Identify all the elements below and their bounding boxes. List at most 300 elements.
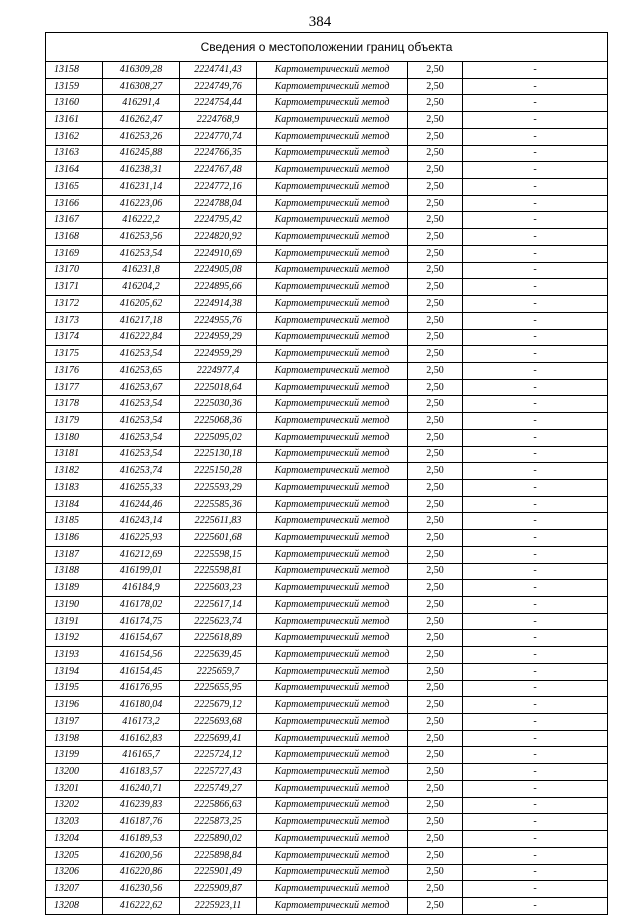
coordinate-x-cell: 416253,65 (103, 362, 180, 379)
coordinate-x-cell: 416253,56 (103, 229, 180, 246)
coordinate-y-cell: 2225598,81 (180, 563, 257, 580)
description-cell: - (463, 329, 608, 346)
point-number-cell: 13184 (46, 496, 103, 513)
coordinate-x-cell: 416154,45 (103, 663, 180, 680)
method-cell: Картометрический метод (257, 413, 408, 430)
description-cell: - (463, 346, 608, 363)
table-row (46, 613, 607, 630)
method-cell: Картометрический метод (257, 95, 408, 112)
method-cell: Картометрический метод (257, 747, 408, 764)
precision-cell: 2,50 (408, 546, 463, 563)
precision-cell: 2,50 (408, 479, 463, 496)
coordinate-y-cell: 2224772,16 (180, 179, 257, 196)
method-cell: Картометрический метод (257, 881, 408, 898)
method-cell: Картометрический метод (257, 697, 408, 714)
description-cell: - (463, 128, 608, 145)
table-row (46, 429, 607, 446)
method-cell: Картометрический метод (257, 362, 408, 379)
table-row (46, 647, 607, 664)
precision-cell: 2,50 (408, 262, 463, 279)
table-body (46, 62, 607, 914)
coordinate-x-cell: 416245,88 (103, 145, 180, 162)
coordinate-y-cell: 2224895,66 (180, 279, 257, 296)
description-cell: - (463, 881, 608, 898)
coordinate-y-cell: 2225617,14 (180, 597, 257, 614)
precision-cell: 2,50 (408, 329, 463, 346)
point-number-cell: 13168 (46, 229, 103, 246)
coordinate-x-cell: 416180,04 (103, 697, 180, 714)
point-number-cell: 13204 (46, 831, 103, 848)
method-cell: Картометрический метод (257, 346, 408, 363)
description-cell: - (463, 446, 608, 463)
table-row (46, 563, 607, 580)
method-cell: Картометрический метод (257, 597, 408, 614)
coordinate-y-cell: 2225150,28 (180, 463, 257, 480)
point-number-cell: 13205 (46, 847, 103, 864)
description-cell: - (463, 714, 608, 731)
point-number-cell: 13162 (46, 128, 103, 145)
coordinate-y-cell: 2225909,87 (180, 881, 257, 898)
method-cell: Картометрический метод (257, 831, 408, 848)
point-number-cell: 13193 (46, 647, 103, 664)
coordinate-x-cell: 416220,86 (103, 864, 180, 881)
coordinate-x-cell: 416243,14 (103, 513, 180, 530)
coordinate-y-cell: 2225585,36 (180, 496, 257, 513)
method-cell: Картометрический метод (257, 714, 408, 731)
coordinate-x-cell: 416244,46 (103, 496, 180, 513)
description-cell: - (463, 279, 608, 296)
coordinate-y-cell: 2224768,9 (180, 112, 257, 129)
point-number-cell: 13200 (46, 764, 103, 781)
precision-cell: 2,50 (408, 530, 463, 547)
table-row (46, 714, 607, 731)
method-cell: Картометрический метод (257, 128, 408, 145)
table-row (46, 530, 607, 547)
point-number-cell: 13202 (46, 797, 103, 814)
description-cell: - (463, 429, 608, 446)
table-row (46, 630, 607, 647)
coordinate-y-cell: 2225655,95 (180, 680, 257, 697)
precision-cell: 2,50 (408, 296, 463, 313)
method-cell: Картометрический метод (257, 546, 408, 563)
point-number-cell: 13167 (46, 212, 103, 229)
description-cell: - (463, 764, 608, 781)
precision-cell: 2,50 (408, 847, 463, 864)
method-cell: Картометрический метод (257, 312, 408, 329)
coordinate-y-cell: 2225873,25 (180, 814, 257, 831)
table-row (46, 279, 607, 296)
table-row (46, 831, 607, 848)
description-cell: - (463, 479, 608, 496)
description-cell: - (463, 62, 608, 78)
method-cell: Картометрический метод (257, 162, 408, 179)
table-row (46, 680, 607, 697)
precision-cell: 2,50 (408, 145, 463, 162)
point-number-cell: 13173 (46, 312, 103, 329)
description-cell: - (463, 112, 608, 129)
table-row (46, 362, 607, 379)
coordinate-y-cell: 2225601,68 (180, 530, 257, 547)
coordinate-x-cell: 416154,56 (103, 647, 180, 664)
precision-cell: 2,50 (408, 179, 463, 196)
description-cell: - (463, 262, 608, 279)
boundary-points-table (46, 62, 607, 914)
description-cell: - (463, 663, 608, 680)
table-row (46, 764, 607, 781)
table-row (46, 179, 607, 196)
table-row (46, 546, 607, 563)
precision-cell: 2,50 (408, 496, 463, 513)
precision-cell: 2,50 (408, 62, 463, 78)
coordinate-x-cell: 416253,54 (103, 413, 180, 430)
method-cell: Картометрический метод (257, 780, 408, 797)
coordinate-y-cell: 2224754,44 (180, 95, 257, 112)
precision-cell: 2,50 (408, 680, 463, 697)
point-number-cell: 13195 (46, 680, 103, 697)
point-number-cell: 13199 (46, 747, 103, 764)
description-cell: - (463, 647, 608, 664)
point-number-cell: 13182 (46, 463, 103, 480)
description-cell: - (463, 546, 608, 563)
method-cell: Картометрический метод (257, 279, 408, 296)
coordinate-y-cell: 2224770,74 (180, 128, 257, 145)
coordinate-x-cell: 416200,56 (103, 847, 180, 864)
method-cell: Картометрический метод (257, 496, 408, 513)
table-row (46, 262, 607, 279)
point-number-cell: 13165 (46, 179, 103, 196)
coordinate-y-cell: 2224767,48 (180, 162, 257, 179)
point-number-cell: 13158 (46, 62, 103, 78)
point-number-cell: 13160 (46, 95, 103, 112)
method-cell: Картометрический метод (257, 847, 408, 864)
coordinate-y-cell: 2225623,74 (180, 613, 257, 630)
coordinate-x-cell: 416255,33 (103, 479, 180, 496)
method-cell: Картометрический метод (257, 296, 408, 313)
method-cell: Картометрический метод (257, 897, 408, 913)
table-row (46, 162, 607, 179)
description-cell: - (463, 630, 608, 647)
description-cell: - (463, 680, 608, 697)
precision-cell: 2,50 (408, 463, 463, 480)
coordinate-x-cell: 416253,74 (103, 463, 180, 480)
point-number-cell: 13172 (46, 296, 103, 313)
coordinate-y-cell: 2225901,49 (180, 864, 257, 881)
precision-cell: 2,50 (408, 630, 463, 647)
coordinate-x-cell: 416173,2 (103, 714, 180, 731)
method-cell: Картометрический метод (257, 613, 408, 630)
precision-cell: 2,50 (408, 95, 463, 112)
table-row (46, 145, 607, 162)
point-number-cell: 13198 (46, 730, 103, 747)
table-row (46, 413, 607, 430)
description-cell: - (463, 145, 608, 162)
table-caption: Сведения о местоположении границ объекта (46, 33, 607, 62)
coordinate-x-cell: 416253,26 (103, 128, 180, 145)
precision-cell: 2,50 (408, 797, 463, 814)
description-cell: - (463, 78, 608, 95)
description-cell: - (463, 463, 608, 480)
point-number-cell: 13163 (46, 145, 103, 162)
table-row (46, 513, 607, 530)
precision-cell: 2,50 (408, 831, 463, 848)
point-number-cell: 13159 (46, 78, 103, 95)
precision-cell: 2,50 (408, 897, 463, 913)
precision-cell: 2,50 (408, 764, 463, 781)
point-number-cell: 13174 (46, 329, 103, 346)
coordinate-x-cell: 416154,67 (103, 630, 180, 647)
description-cell: - (463, 312, 608, 329)
description-cell: - (463, 831, 608, 848)
table-row (46, 195, 607, 212)
precision-cell: 2,50 (408, 780, 463, 797)
description-cell: - (463, 814, 608, 831)
point-number-cell: 13187 (46, 546, 103, 563)
precision-cell: 2,50 (408, 647, 463, 664)
description-cell: - (463, 396, 608, 413)
coordinate-x-cell: 416231,14 (103, 179, 180, 196)
method-cell: Картометрический метод (257, 429, 408, 446)
coordinate-y-cell: 2225898,84 (180, 847, 257, 864)
coordinate-x-cell: 416262,47 (103, 112, 180, 129)
method-cell: Картометрический метод (257, 530, 408, 547)
point-number-cell: 13201 (46, 780, 103, 797)
precision-cell: 2,50 (408, 396, 463, 413)
coordinate-x-cell: 416222,62 (103, 897, 180, 913)
description-cell: - (463, 379, 608, 396)
point-number-cell: 13188 (46, 563, 103, 580)
precision-cell: 2,50 (408, 279, 463, 296)
precision-cell: 2,50 (408, 563, 463, 580)
coordinate-y-cell: 2224795,42 (180, 212, 257, 229)
precision-cell: 2,50 (408, 245, 463, 262)
precision-cell: 2,50 (408, 730, 463, 747)
coordinate-x-cell: 416222,84 (103, 329, 180, 346)
coordinate-x-cell: 416253,67 (103, 379, 180, 396)
coordinate-y-cell: 2225923,11 (180, 897, 257, 913)
precision-cell: 2,50 (408, 881, 463, 898)
coordinate-y-cell: 2225603,23 (180, 580, 257, 597)
coordinate-y-cell: 2225727,43 (180, 764, 257, 781)
precision-cell: 2,50 (408, 814, 463, 831)
table-row (46, 597, 607, 614)
table-row (46, 881, 607, 898)
table-row (46, 747, 607, 764)
table-row (46, 479, 607, 496)
coordinate-x-cell: 416199,01 (103, 563, 180, 580)
description-cell: - (463, 897, 608, 913)
coordinate-x-cell: 416178,02 (103, 597, 180, 614)
method-cell: Картометрический метод (257, 730, 408, 747)
description-cell: - (463, 530, 608, 547)
description-cell: - (463, 162, 608, 179)
method-cell: Картометрический метод (257, 379, 408, 396)
coordinate-x-cell: 416291,4 (103, 95, 180, 112)
table-row (46, 663, 607, 680)
table-row (46, 329, 607, 346)
coordinate-x-cell: 416253,54 (103, 396, 180, 413)
boundary-table-sheet (45, 32, 608, 915)
table-row (46, 379, 607, 396)
coordinate-x-cell: 416205,62 (103, 296, 180, 313)
description-cell: - (463, 179, 608, 196)
table-row (46, 346, 607, 363)
precision-cell: 2,50 (408, 747, 463, 764)
table-row (46, 897, 607, 913)
coordinate-y-cell: 2225130,18 (180, 446, 257, 463)
point-number-cell: 13177 (46, 379, 103, 396)
coordinate-y-cell: 2225018,64 (180, 379, 257, 396)
method-cell: Картометрический метод (257, 764, 408, 781)
table-row (46, 396, 607, 413)
description-cell: - (463, 413, 608, 430)
table-row (46, 112, 607, 129)
precision-cell: 2,50 (408, 78, 463, 95)
precision-cell: 2,50 (408, 413, 463, 430)
coordinate-y-cell: 2225679,12 (180, 697, 257, 714)
method-cell: Картометрический метод (257, 797, 408, 814)
point-number-cell: 13164 (46, 162, 103, 179)
table-row (46, 847, 607, 864)
precision-cell: 2,50 (408, 429, 463, 446)
coordinate-x-cell: 416253,54 (103, 429, 180, 446)
coordinate-y-cell: 2225068,36 (180, 413, 257, 430)
coordinate-x-cell: 416184,9 (103, 580, 180, 597)
table-row (46, 496, 607, 513)
precision-cell: 2,50 (408, 513, 463, 530)
description-cell: - (463, 496, 608, 513)
point-number-cell: 13207 (46, 881, 103, 898)
method-cell: Картометрический метод (257, 262, 408, 279)
precision-cell: 2,50 (408, 346, 463, 363)
coordinate-x-cell: 416240,71 (103, 780, 180, 797)
coordinate-x-cell: 416308,27 (103, 78, 180, 95)
point-number-cell: 13203 (46, 814, 103, 831)
method-cell: Картометрический метод (257, 179, 408, 196)
precision-cell: 2,50 (408, 714, 463, 731)
point-number-cell: 13189 (46, 580, 103, 597)
coordinate-y-cell: 2224910,69 (180, 245, 257, 262)
table-row (46, 864, 607, 881)
method-cell: Картометрический метод (257, 396, 408, 413)
method-cell: Картометрический метод (257, 647, 408, 664)
coordinate-y-cell: 2224977,4 (180, 362, 257, 379)
coordinate-y-cell: 2225611,83 (180, 513, 257, 530)
point-number-cell: 13179 (46, 413, 103, 430)
coordinate-y-cell: 2225699,41 (180, 730, 257, 747)
coordinate-x-cell: 416189,53 (103, 831, 180, 848)
table-row (46, 212, 607, 229)
precision-cell: 2,50 (408, 446, 463, 463)
method-cell: Картометрический метод (257, 663, 408, 680)
description-cell: - (463, 563, 608, 580)
description-cell: - (463, 95, 608, 112)
description-cell: - (463, 362, 608, 379)
point-number-cell: 13185 (46, 513, 103, 530)
point-number-cell: 13170 (46, 262, 103, 279)
method-cell: Картометрический метод (257, 212, 408, 229)
description-cell: - (463, 296, 608, 313)
method-cell: Картометрический метод (257, 229, 408, 246)
table-row (46, 463, 607, 480)
precision-cell: 2,50 (408, 379, 463, 396)
point-number-cell: 13181 (46, 446, 103, 463)
table-row (46, 78, 607, 95)
coordinate-x-cell: 416230,56 (103, 881, 180, 898)
point-number-cell: 13194 (46, 663, 103, 680)
table-row (46, 62, 607, 78)
precision-cell: 2,50 (408, 212, 463, 229)
coordinate-x-cell: 416238,31 (103, 162, 180, 179)
coordinate-y-cell: 2225030,36 (180, 396, 257, 413)
method-cell: Картометрический метод (257, 195, 408, 212)
coordinate-y-cell: 2225659,7 (180, 663, 257, 680)
table-row (46, 780, 607, 797)
description-cell: - (463, 847, 608, 864)
precision-cell: 2,50 (408, 597, 463, 614)
table-row (46, 296, 607, 313)
table-row (46, 580, 607, 597)
precision-cell: 2,50 (408, 195, 463, 212)
method-cell: Картометрический метод (257, 463, 408, 480)
table-row (46, 730, 607, 747)
coordinate-y-cell: 2225890,02 (180, 831, 257, 848)
point-number-cell: 13178 (46, 396, 103, 413)
description-cell: - (463, 747, 608, 764)
point-number-cell: 13176 (46, 362, 103, 379)
point-number-cell: 13166 (46, 195, 103, 212)
coordinate-y-cell: 2224905,08 (180, 262, 257, 279)
description-cell: - (463, 730, 608, 747)
point-number-cell: 13183 (46, 479, 103, 496)
precision-cell: 2,50 (408, 580, 463, 597)
coordinate-y-cell: 2224959,29 (180, 329, 257, 346)
table-row (46, 128, 607, 145)
precision-cell: 2,50 (408, 162, 463, 179)
table-row (46, 245, 607, 262)
coordinate-y-cell: 2224820,92 (180, 229, 257, 246)
description-cell: - (463, 229, 608, 246)
coordinate-x-cell: 416217,18 (103, 312, 180, 329)
coordinate-y-cell: 2225593,29 (180, 479, 257, 496)
description-cell: - (463, 597, 608, 614)
point-number-cell: 13206 (46, 864, 103, 881)
table-row (46, 446, 607, 463)
description-cell: - (463, 195, 608, 212)
coordinate-y-cell: 2225095,02 (180, 429, 257, 446)
point-number-cell: 13171 (46, 279, 103, 296)
method-cell: Картометрический метод (257, 814, 408, 831)
coordinate-y-cell: 2225749,27 (180, 780, 257, 797)
table-row (46, 797, 607, 814)
precision-cell: 2,50 (408, 697, 463, 714)
coordinate-y-cell: 2224914,38 (180, 296, 257, 313)
precision-cell: 2,50 (408, 362, 463, 379)
point-number-cell: 13161 (46, 112, 103, 129)
table-row (46, 95, 607, 112)
method-cell: Картометрический метод (257, 479, 408, 496)
coordinate-x-cell: 416204,2 (103, 279, 180, 296)
coordinate-x-cell: 416239,83 (103, 797, 180, 814)
method-cell: Картометрический метод (257, 864, 408, 881)
point-number-cell: 13197 (46, 714, 103, 731)
point-number-cell: 13196 (46, 697, 103, 714)
precision-cell: 2,50 (408, 128, 463, 145)
method-cell: Картометрический метод (257, 630, 408, 647)
method-cell: Картометрический метод (257, 78, 408, 95)
coordinate-y-cell: 2225639,45 (180, 647, 257, 664)
coordinate-x-cell: 416187,76 (103, 814, 180, 831)
point-number-cell: 13191 (46, 613, 103, 630)
